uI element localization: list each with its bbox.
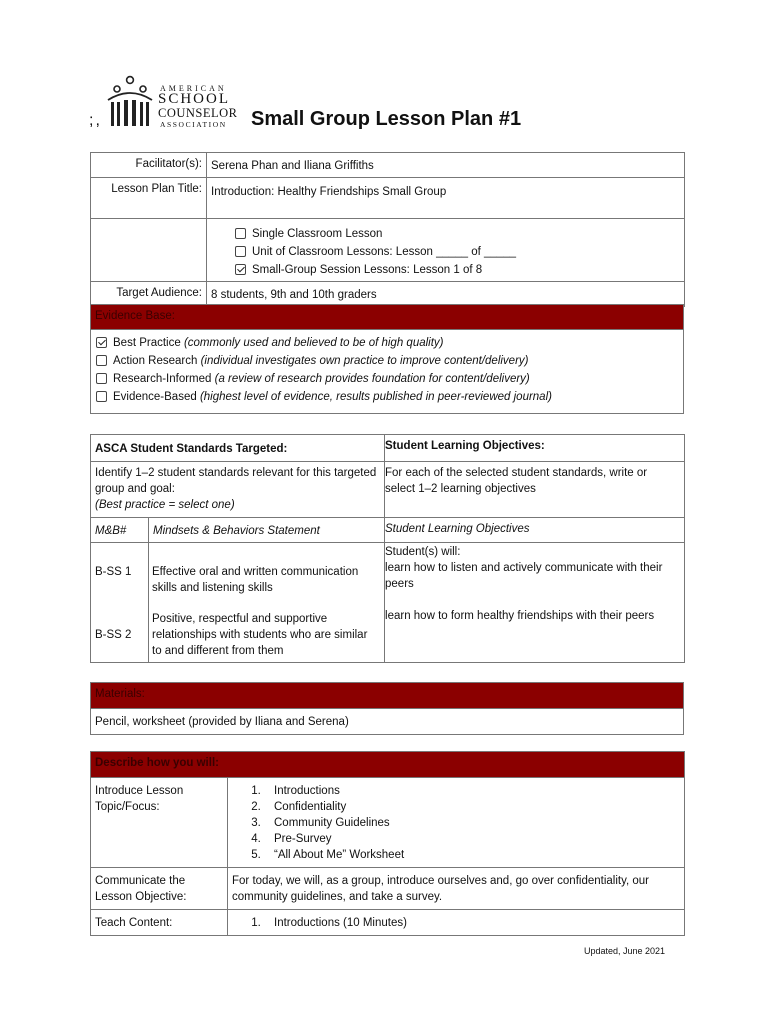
learning-objective-1: learn how to listen and actively communicate with their peers <box>385 562 663 590</box>
lesson-info-table <box>90 152 685 307</box>
list-item: 4. Pre-Survey <box>264 831 680 847</box>
target-audience-value: 8 students, 9th and 10th graders <box>207 282 685 307</box>
introduce-lesson-label: Introduce Lesson Topic/Focus: <box>91 778 228 868</box>
teach-content-label: Teach Content: <box>91 910 228 936</box>
option-unit-classroom[interactable]: Unit of Classroom Lessons: Lesson _____ of _____ <box>235 243 684 261</box>
teach-content-list <box>228 910 685 936</box>
lesson-title-value: Introduction: Healthy Friendships Small Group <box>207 178 685 219</box>
evidence-research-informed[interactable]: Research-Informed (a review of research provides foundation for content/delivery) <box>96 370 678 388</box>
lesson-type-options <box>207 219 685 282</box>
evidence-evidence-based[interactable]: Evidence-Based (highest level of evidence, results published in peer-reviewed journal) <box>96 388 678 406</box>
list-item: 2. Confidentiality <box>264 799 680 815</box>
standard-statement-1: Effective oral and written communication skills and listening skills <box>152 566 359 594</box>
describe-table <box>90 751 685 936</box>
logo-text-counselor: COUNSELOR <box>158 106 238 120</box>
checkbox-icon[interactable] <box>96 355 107 366</box>
materials-table <box>90 682 684 735</box>
asca-logo-icon <box>100 74 160 130</box>
stray-marks: ;, <box>89 112 102 129</box>
list-item: 1. Introductions <box>264 783 680 799</box>
objectives-header: Student Learning Objectives: <box>385 435 685 462</box>
asca-logo <box>100 74 245 130</box>
target-audience-label: Target Audience: <box>91 282 207 307</box>
learning-objectives <box>385 543 685 663</box>
logo-text-american: AMERICAN <box>160 84 227 93</box>
communicate-objective-label: Communicate the Lesson Objective: <box>91 868 228 910</box>
objectives-instructions: For each of the selected student standards, write or select 1–2 learning objectives <box>385 462 685 518</box>
updated-date: Updated, June 2021 <box>584 946 666 956</box>
checkbox-icon[interactable] <box>96 391 107 402</box>
list-item: 3. Community Guidelines <box>264 815 680 831</box>
evidence-best-practice[interactable]: Best Practice (commonly used and believed to be of high quality) <box>96 334 678 352</box>
option-single-classroom[interactable]: Single Classroom Lesson <box>235 225 684 243</box>
checkbox-icon[interactable] <box>235 246 246 257</box>
column-mb: M&B# <box>91 518 149 543</box>
standard-statements <box>149 543 385 663</box>
materials-value: Pencil, worksheet (provided by Iliana and Serena) <box>91 709 684 735</box>
describe-header: Describe how you will: <box>91 752 685 778</box>
standards-header: ASCA Student Standards Targeted: <box>91 435 385 462</box>
materials-header: Materials: <box>91 683 684 709</box>
column-objectives: Student Learning Objectives <box>385 518 685 543</box>
introduce-lesson-list <box>228 778 685 868</box>
students-will: Student(s) will: <box>385 546 461 558</box>
page-title: Small Group Lesson Plan #1 <box>251 108 522 130</box>
standard-statement-2: Positive, respectful and supportive relationships with students who are similar to and different from them <box>152 613 368 657</box>
evidence-base-header: Evidence Base: <box>91 305 684 330</box>
checkbox-icon[interactable] <box>96 373 107 384</box>
checked-checkbox-icon[interactable] <box>96 337 107 348</box>
lesson-title-label: Lesson Plan Title: <box>91 178 207 219</box>
checked-checkbox-icon[interactable] <box>235 264 246 275</box>
standards-table <box>90 434 685 663</box>
checkbox-icon[interactable] <box>235 228 246 239</box>
list-item: 5. “All About Me” Worksheet <box>264 847 680 863</box>
option-small-group[interactable]: Small-Group Session Lessons: Lesson 1 of 8 <box>235 261 684 279</box>
standard-code-2: B-SS 2 <box>95 629 132 641</box>
evidence-options <box>91 330 684 414</box>
standard-codes <box>91 543 149 663</box>
learning-objective-2: learn how to form healthy friendships with their peers <box>385 610 655 622</box>
evidence-action-research[interactable]: Action Research (individual investigates own practice to improve content/delivery) <box>96 352 678 370</box>
evidence-base-table <box>90 304 684 414</box>
list-item: 1. Introductions (10 Minutes) <box>264 915 680 931</box>
facilitator-label: Facilitator(s): <box>91 153 207 178</box>
logo-text-school: SCHOOL <box>158 91 231 107</box>
facilitator-value: Serena Phan and Iliana Griffiths <box>207 153 685 178</box>
lesson-type-spacer <box>91 219 207 282</box>
communicate-objective-value: For today, we will, as a group, introduce ourselves and, go over confidentiality, our community guidelines, and take a survey. <box>228 868 685 910</box>
column-statement: Mindsets & Behaviors Statement <box>149 518 385 543</box>
standards-instructions: Identify 1–2 student standards relevant for this targeted group and goal: (Best practice = select one) <box>91 462 385 518</box>
standard-code-1: B-SS 1 <box>95 566 132 578</box>
logo-text-association: ASSOCIATION <box>160 120 227 129</box>
